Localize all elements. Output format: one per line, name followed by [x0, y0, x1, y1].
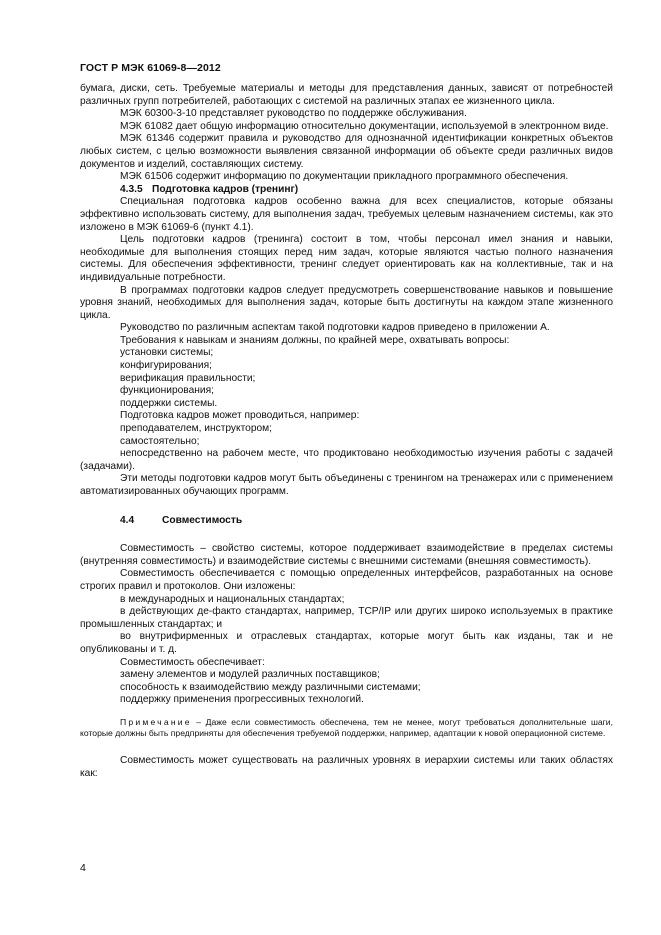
section-4-3-5-body — [80, 196, 613, 498]
paragraph: установки системы; — [120, 347, 214, 359]
paragraph: бумага, диски, сеть. Требуемые материалы и методы для представления данных, зависят от потребностей различных групп потребителей, работающих с системой на различных этапах ее жизненного цикла. — [80, 83, 613, 107]
paragraph: поддержки системы. — [120, 397, 218, 409]
section-title: Совместимость — [162, 514, 243, 526]
paragraph: способность к взаимодействию между различными системами; — [120, 681, 421, 693]
section-title: Подготовка кадров (тренинг) — [152, 183, 299, 195]
note-text: Даже если совместимость обеспечена, тем не менее, могут требоваться дополнительные шаги, которые должны быть предприняты для обеспечения требуемой поддержки, например, адаптации к новой операционной системе. — [80, 716, 613, 738]
paragraph: верификация правильности; — [120, 372, 256, 384]
note-label: Примечание — [120, 716, 192, 727]
paragraph: Подготовка кадров может проводиться, например: — [120, 410, 360, 422]
paragraph: поддержку применения прогрессивных технологий. — [120, 694, 364, 706]
section-heading-4-3-5 — [80, 184, 613, 197]
paragraph: функционирования; — [120, 385, 214, 397]
paragraph: Совместимость обеспечивает: — [120, 656, 265, 668]
paragraph: во внутрифирменных и отраслевых стандартах, которые могут быть как изданы, так и не опубликованы и т. д. — [80, 631, 613, 655]
paragraph: МЭК 61346 содержит правила и руководство для однозначной идентификации конкретных объектов любых систем, с целью возможности выявления связанной информации об объекте среди различных видов документов и изделий, составляющих систему. — [80, 133, 613, 170]
note-dash: – — [191, 716, 206, 727]
section-heading-4-4 — [80, 515, 613, 528]
paragraph: В программах подготовки кадров следует предусмотреть совершенствование навыков и повышение уровня знаний, необходимых для выполнения задач, которые быть достигнуты на каждом этапе жизненного цикла. — [80, 284, 613, 321]
section-number: 4.3.5 — [120, 183, 143, 195]
page-number: 4 — [80, 862, 86, 874]
paragraph: МЭК 61082 дает общую информацию относительно документации, используемой в электронном виде. — [120, 120, 609, 132]
paragraph: Требования к навыкам и знаниям должны, по крайней мере, охватывать вопросы: — [120, 334, 510, 346]
document-body — [80, 83, 613, 780]
section-number: 4.4 — [120, 514, 135, 526]
paragraph: в действующих де-факто стандартах, например, TCP/IP или других широко используемых в практике промышленных стандартах; и — [80, 606, 613, 630]
paragraph: Специальная подготовка кадров особенно важна для всех специалистов, которые обязаны эффективно использовать систему, для выполнения задач, требуемых целевым назначением системы, как это изложено в МЭК 61069-6 (пункт 4.1). — [80, 196, 613, 233]
paragraph: Совместимость – свойство системы, которое поддерживает взаимодействие в пределах системы (внутренняя совместимость) и взаимодействие системы с внешними системами (внешняя совместимость). — [80, 543, 613, 567]
document-code-header: ГОСТ Р МЭК 61069-8—2012 — [80, 62, 221, 74]
paragraph: в международных и национальных стандартах; — [120, 593, 345, 605]
paragraph: Руководство по различным аспектам такой подготовки кадров приведено в приложении А. — [120, 322, 550, 334]
intro-paragraphs — [80, 83, 613, 184]
paragraph: Совместимость обеспечивается с помощью определенных интерфейсов, разработанных на основе строгих правил и протоколов. Они изложены: — [80, 568, 613, 592]
paragraph: замену элементов и модулей различных поставщиков; — [120, 669, 380, 681]
closing-paragraph: Совместимость может существовать на различных уровнях в иерархии системы или таких областях как: — [80, 754, 613, 779]
paragraph: МЭК 60300-3-10 представляет руководство по поддержке обслуживания. — [120, 108, 467, 120]
paragraph: Эти методы подготовки кадров могут быть объединены с тренингом на тренажерах или с применением автоматизированных обучающих программ. — [80, 473, 613, 497]
paragraph: преподавателем, инструктором; — [120, 423, 272, 435]
paragraph: конфигурирования; — [120, 360, 212, 372]
paragraph: самостоятельно; — [120, 435, 200, 447]
paragraph: МЭК 61506 содержит информацию по документации прикладного программного обеспечения. — [120, 171, 569, 183]
note-paragraph — [80, 717, 613, 739]
section-4-4-body — [80, 543, 613, 707]
paragraph: непосредственно на рабочем месте, что продиктовано необходимостью изучения работы с задачей (задачами). — [80, 448, 613, 472]
paragraph: Цель подготовки кадров (тренинга) состоит в том, чтобы персонал имел знания и навыки, необходимые для выполнения стоящих перед ним задач, которые являются частью полного назначения системы. Для обеспечения эффективности, тренинг следует ориентировать как на коллективные, так и на индивидуальные потребности. — [80, 234, 613, 283]
